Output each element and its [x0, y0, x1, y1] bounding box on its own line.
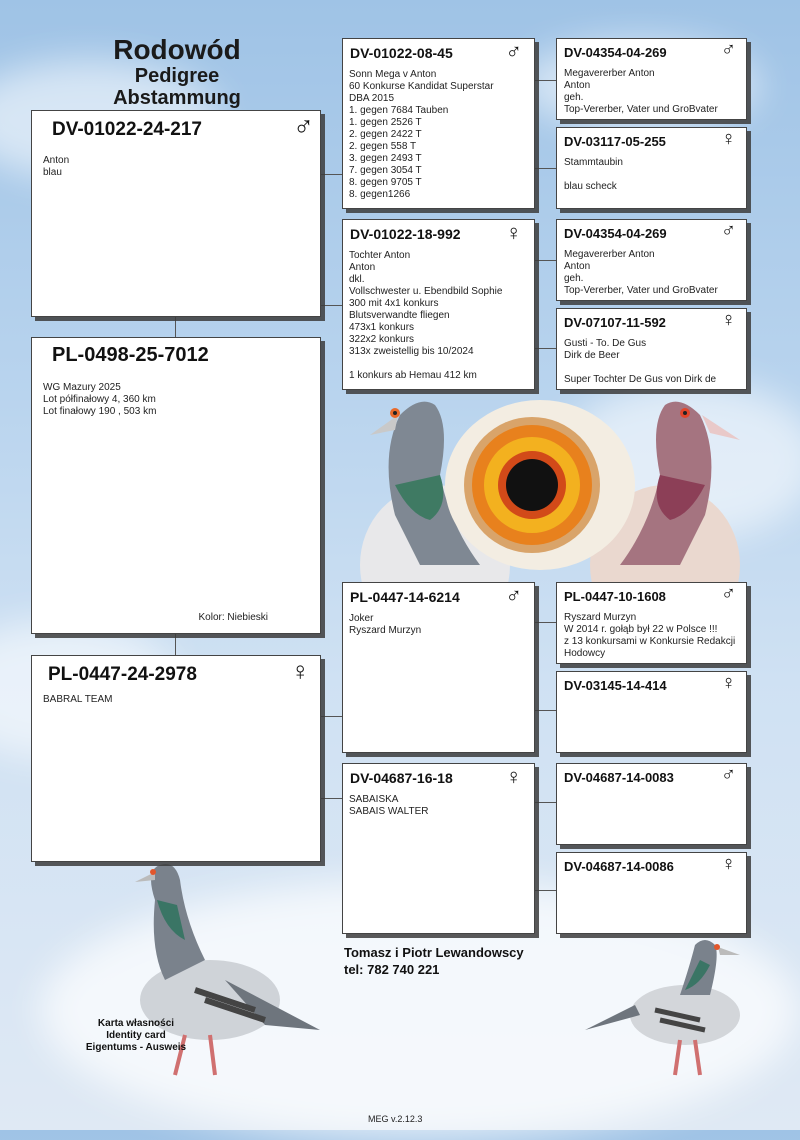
female-icon: ♀ — [721, 128, 736, 150]
connector-line — [320, 174, 342, 175]
father-card[interactable] — [31, 110, 321, 317]
idcard-line-de: Eigentums - Ausweis — [85, 1042, 187, 1053]
connector-line — [320, 305, 342, 306]
male-icon: ♂ — [721, 583, 736, 605]
fmf-notes: Megavererber Anton Anton geh. Top-Vererber, Vater und GroBvater — [564, 249, 718, 296]
father-notes: Anton blau — [43, 155, 70, 178]
title-pl: Rodowód — [113, 34, 241, 65]
fmm-ring-number: DV-07107-11-592 — [564, 315, 666, 330]
mf-notes: Joker Ryszard Murzyn — [349, 613, 422, 636]
female-icon: ♀ — [290, 656, 310, 686]
male-icon: ♂ — [505, 39, 522, 64]
mfm-ring-number: DV-03145-14-414 — [564, 678, 667, 693]
subject-color: Kolor: Niebieski — [198, 612, 268, 623]
fmf-card[interactable] — [556, 219, 747, 301]
owner-info — [344, 944, 524, 978]
female-icon: ♀ — [505, 220, 522, 245]
fm-notes: Tochter Anton Anton dkl. Vollschwester u. Ebendbild Sophie 300 mit 4x1 konkurs Blutsverwandte fliegen 473x1 konkurs 322x2 konkurs 313x zweistellig bis 10/2024 1 konkurs ab Hemau 412 km — [349, 250, 503, 381]
pigeon-illustration-left — [115, 860, 325, 1090]
mm-card[interactable] — [342, 763, 535, 934]
connector-line — [534, 80, 556, 81]
pigeon-illustration-right — [580, 935, 760, 1095]
female-icon: ♀ — [721, 672, 736, 694]
ff-ring-number: DV-01022-08-45 — [350, 45, 453, 61]
fff-notes: Megavererber Anton Anton geh. Top-Vererber, Vater und GroBvater — [564, 68, 718, 115]
male-icon: ♂ — [721, 764, 736, 786]
owner-name: Tomasz i Piotr Lewandowscy — [344, 945, 524, 960]
mf-ring-number: PL-0447-14-6214 — [350, 589, 460, 605]
fmm-card[interactable] — [556, 308, 747, 390]
male-icon: ♂ — [721, 39, 736, 61]
fm-ring-number: DV-01022-18-992 — [350, 226, 461, 242]
mm-ring-number: DV-04687-16-18 — [350, 770, 453, 786]
idcard-line-en: Identity card — [106, 1030, 166, 1041]
title-de: Abstammung — [113, 87, 241, 109]
connector-line — [320, 716, 342, 717]
ffm-ring-number: DV-03117-05-255 — [564, 134, 666, 149]
ff-card[interactable] — [342, 38, 535, 209]
connector-line — [534, 348, 556, 349]
connector-line — [175, 633, 176, 655]
connector-line — [534, 710, 556, 711]
mm-notes: SABAISKA SABAIS WALTER — [349, 794, 429, 817]
mother-ring-number: PL-0447-24-2978 — [48, 664, 197, 685]
subject-ring-number: PL-0498-25-7012 — [52, 344, 209, 366]
mother-card[interactable] — [31, 655, 321, 862]
ffm-notes: Stammtaubin blau scheck — [564, 157, 623, 192]
ff-notes: Sonn Mega v Anton 60 Konkurse Kandidat Superstar DBA 2015 1. gegen 7684 Tauben 1. gegen 2526 T 2. gegen 2422 T 2. gegen 558 T 3. gegen 2493 T 7. gegen 3054 T 8. gegen 9705 T 8. gegen1266 — [349, 69, 494, 200]
fff-card[interactable] — [556, 38, 747, 120]
version-label: MEG v.2.12.3 — [368, 1114, 423, 1124]
mmm-card[interactable] — [556, 852, 747, 934]
pedigree-title — [72, 36, 282, 108]
subject-notes: WG Mazury 2025 Lot półfinałowy 4, 360 km Lot finałowy 190 , 503 km — [43, 382, 157, 417]
female-icon: ♀ — [721, 853, 736, 875]
connector-line — [320, 798, 342, 799]
connector-line — [175, 316, 176, 338]
mf-card[interactable] — [342, 582, 535, 753]
owner-phone: tel: 782 740 221 — [344, 962, 440, 977]
female-icon: ♀ — [505, 764, 522, 789]
subject-card[interactable] — [31, 337, 321, 634]
mff-card[interactable] — [556, 582, 747, 664]
fmf-ring-number: DV-04354-04-269 — [564, 226, 667, 241]
ffm-card[interactable] — [556, 127, 747, 209]
female-icon: ♀ — [721, 309, 736, 331]
connector-line — [534, 260, 556, 261]
father-ring-number: DV-01022-24-217 — [52, 119, 202, 140]
mff-notes: Ryszard Murzyn W 2014 r. gołąb był 22 w Polsce !!! z 13 konkursami w Konkursie Redakcji Hodowcy — [564, 612, 736, 659]
mmm-ring-number: DV-04687-14-0086 — [564, 859, 674, 874]
mff-ring-number: PL-0447-10-1608 — [564, 589, 666, 604]
connector-line — [534, 168, 556, 169]
mfm-card[interactable] — [556, 671, 747, 753]
mmf-card[interactable] — [556, 763, 747, 845]
fm-card[interactable] — [342, 219, 535, 390]
title-en: Pedigree — [134, 65, 220, 87]
male-icon: ♂ — [721, 220, 736, 242]
idcard-line-pl: Karta własności — [97, 1018, 175, 1029]
identity-card-label — [66, 1018, 206, 1054]
connector-line — [534, 802, 556, 803]
male-icon: ♂ — [505, 583, 522, 608]
fff-ring-number: DV-04354-04-269 — [564, 45, 667, 60]
mother-notes: BABRAL TEAM — [43, 694, 113, 705]
connector-line — [534, 890, 556, 891]
male-icon: ♂ — [293, 111, 314, 142]
fmm-notes: Gusti - To. De Gus Dirk de Beer Super Tochter De Gus von Dirk de — [564, 338, 717, 385]
mmf-ring-number: DV-04687-14-0083 — [564, 770, 674, 785]
